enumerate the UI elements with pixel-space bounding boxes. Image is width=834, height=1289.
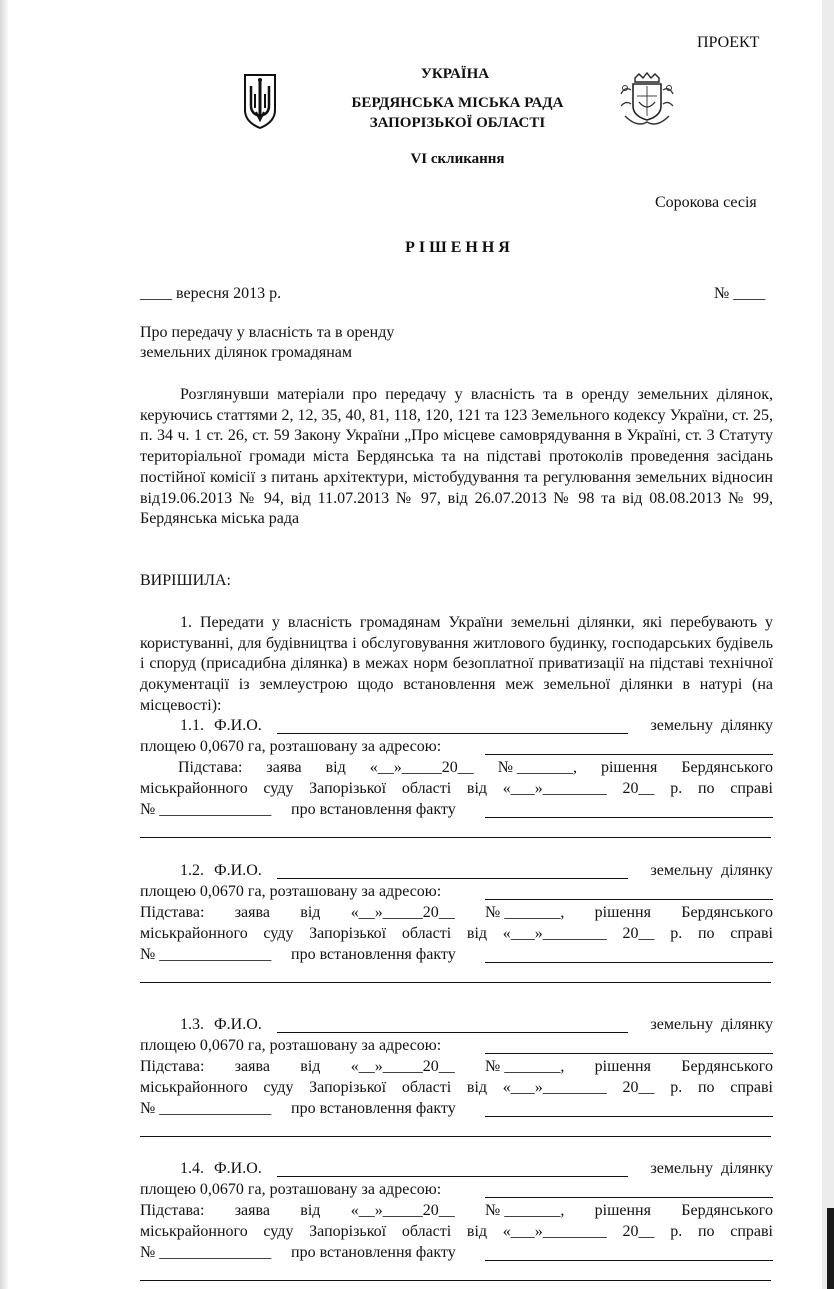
basis-line [140,1057,773,1077]
fio-label: Ф.И.О. [214,1016,262,1033]
document-type-title: Р І Ш Е Н Н Я [405,239,510,256]
council-heading: БЕРДЯНСЬКА МІСЬКА РАДА [351,95,564,111]
decided-heading: ВИРІШИЛА: [140,572,231,589]
fio-blank [277,1176,628,1177]
basis-from: від [300,1058,321,1075]
basis-number: № _______, [485,904,565,921]
basis-city: Бердянського [681,904,773,921]
preamble-paragraph: Розглянувши матеріали про передачу у власність та в оренду земельних ділянок, керуючись статтями 2, 12, 35, 40, 81, 118, 120, 121 та 123 Земельного кодексу України, ст. 25, п. 34 ч. 1 ст. 26, ст. 59 Закону України „Про місцеве самоврядування в Україні, ст. 3 Статуту територіальної громади міста Бердянська та на підставі протоколів проведення засідань постійної комісії з питань архітектури, містобудування та регулювання земельних відносин від19.06.2013 № 94, від 11.07.2013 № 97, від 26.07.2013 № 98 та від 08.08.2013 № 99, Бердянська міська рада [140,386,773,528]
basis-number: № _______, [485,1202,565,1219]
fact-blank [485,962,773,963]
basis-line [178,758,773,778]
address-blank [485,1053,773,1054]
item-1-paragraph: 1. Передати у власність громадянам України земельні ділянки, які перебувають у користуванні, для будівництва і обслуговування житлового будинку, господарських будівель і споруд (присадибна ділянка) в межах норм безоплатної приватизації на підставі технічної документації із землеустрою щодо встановлення меж земельної ділянки в натурі (на місцевості): [140,614,773,714]
fio-blank [277,733,628,734]
subitem-number: 1.1. [180,717,204,734]
subitem-number: 1.4. [180,1160,204,1177]
decision-date: ____ вересня 2013 р. [140,285,282,302]
basis-city: Бердянського [681,1202,773,1219]
subject-line-2: земельних ділянок громадянам [140,344,352,361]
region-heading: ЗАПОРІЗЬКОЇ ОБЛАСТІ [369,115,546,131]
trident-coat-of-arms-icon [241,72,279,130]
basis-from: від [325,759,346,776]
court-line: міськрайонного суду Запорізької області від «___»________ 20__ р. по справі [140,780,773,797]
area-label: площею 0,0670 га, розташовану за адресою: [140,1181,442,1198]
basis-decision: рішення [600,759,658,776]
subitem-number: 1.3. [180,1016,204,1033]
berdyansk-city-crest-icon [617,72,677,128]
basis-application: заява [234,1058,270,1075]
basis-label: Підстава: [140,904,205,921]
convocation-heading: VI скликання [410,151,505,167]
basis-decision: рішення [594,904,651,921]
basis-date: «__»_____20__ [350,1202,455,1219]
fact-label: про встановлення факту [291,946,456,963]
fio-label: Ф.И.О. [214,717,262,734]
basis-number: № _______, [497,759,577,776]
fio-blank [277,1032,628,1033]
fact-label: про встановлення факту [291,1100,456,1117]
court-line: міськрайонного суду Запорізької області від «___»________ 20__ р. по справі [140,1223,773,1240]
fio-label: Ф.И.О. [214,1160,262,1177]
basis-decision: рішення [594,1202,651,1219]
basis-date: «__»_____20__ [350,1058,455,1075]
basis-city: Бердянського [681,759,773,776]
decision-number: № ____ [714,285,766,302]
continuation-blank [140,1136,771,1137]
basis-number: № _______, [485,1058,565,1075]
subject-line-1: Про передачу у власність та в оренду [140,324,395,341]
continuation-blank [140,837,771,838]
basis-date: «__»_____20__ [350,904,455,921]
plot-label: земельну ділянку [650,862,773,879]
page-left-shadow [0,0,9,1289]
basis-line [140,1201,773,1221]
area-label: площею 0,0670 га, розташовану за адресою: [140,883,442,900]
basis-label: Підстава: [178,759,243,776]
address-blank [485,1197,773,1198]
fact-label: про встановлення факту [291,801,456,818]
fio-label: Ф.И.О. [214,862,262,879]
area-label: площею 0,0670 га, розташовану за адресою: [140,1037,442,1054]
country-heading: УКРАЇНА [420,66,490,82]
basis-application: заява [234,1202,270,1219]
fio-blank [277,878,628,879]
session-label: Сорокова сесія [655,194,757,211]
area-label: площею 0,0670 га, розташовану за адресою: [140,738,442,755]
case-number: № ______________ [140,1100,272,1117]
court-line: міськрайонного суду Запорізької області від «___»________ 20__ р. по справі [140,1079,773,1096]
address-blank [485,899,773,900]
basis-city: Бердянського [681,1058,773,1075]
basis-decision: рішення [594,1058,651,1075]
basis-date: «__»_____20__ [369,759,474,776]
page-right-margin [822,0,834,1289]
fact-blank [485,817,773,818]
basis-label: Підстава: [140,1058,205,1075]
page-right-edge [827,1208,834,1289]
project-stamp: ПРОЕКТ [697,34,760,51]
basis-line [140,903,773,923]
basis-application: заява [234,904,270,921]
basis-label: Підстава: [140,1202,205,1219]
court-line: міськрайонного суду Запорізької області від «___»________ 20__ р. по справі [140,925,773,942]
basis-from: від [300,1202,321,1219]
fact-blank [485,1260,773,1261]
plot-label: земельну ділянку [650,717,773,734]
fact-label: про встановлення факту [291,1244,456,1261]
basis-from: від [300,904,321,921]
case-number: № ______________ [140,801,272,818]
continuation-blank [140,1280,771,1281]
plot-label: земельну ділянку [650,1160,773,1177]
plot-label: земельну ділянку [650,1016,773,1033]
continuation-blank [140,982,771,983]
case-number: № ______________ [140,1244,272,1261]
case-number: № ______________ [140,946,272,963]
subitem-number: 1.2. [180,862,204,879]
address-blank [485,754,773,755]
basis-application: заява [266,759,302,776]
fact-blank [485,1116,773,1117]
